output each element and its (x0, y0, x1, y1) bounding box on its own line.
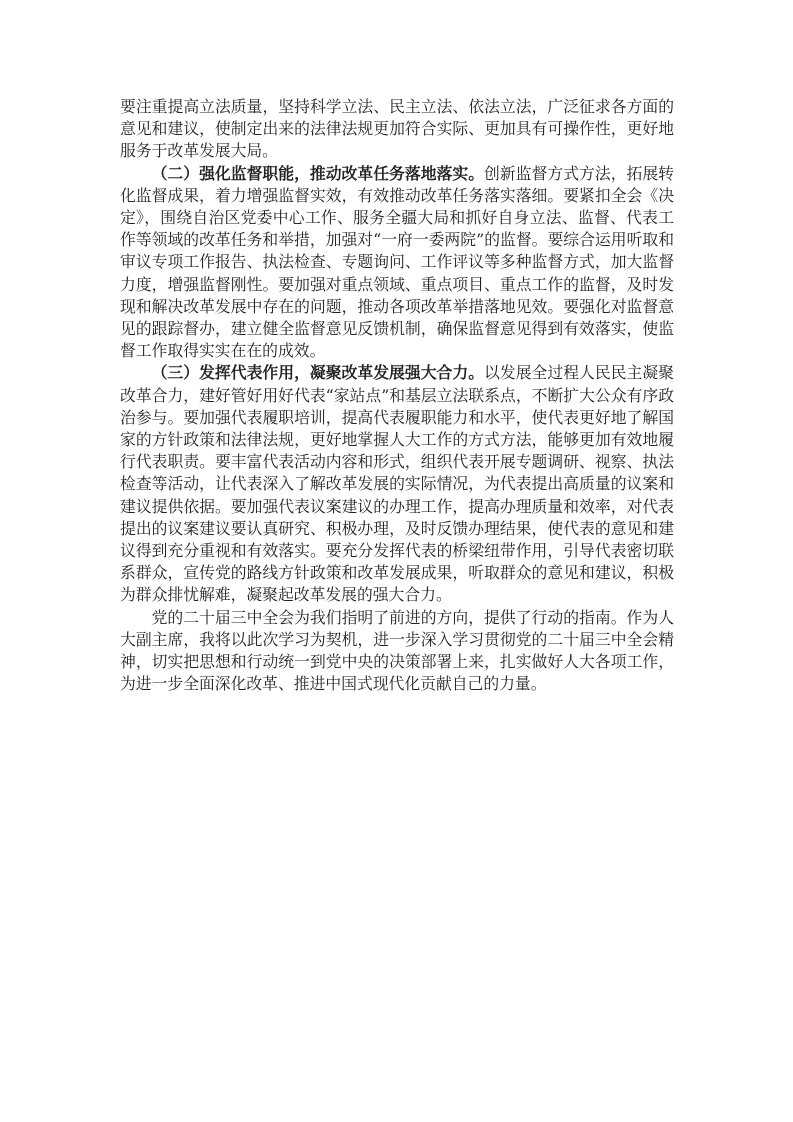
paragraph-text: 要注重提高立法质量，坚持科学立法、民主立法、依法立法，广泛征求各方面的意见和建议，使制定出来的法律法规更加符合实际、更加具有可操作性，更好地服务于改革发展大局。 (120, 97, 674, 161)
section-heading-deputies: （三）发挥代表作用，凝聚改革发展强大合力。 (151, 363, 485, 383)
paragraph-deputies (120, 362, 674, 606)
document-body (120, 96, 674, 695)
paragraph-conclusion (120, 607, 674, 696)
paragraph-legislation-quality (120, 96, 674, 163)
paragraph-supervision (120, 163, 674, 363)
section-heading-supervision: （二）强化监督职能，推动改革任务落地落实。 (151, 163, 485, 183)
paragraph-text: 党的二十届三中全会为我们指明了前进的方向，提供了行动的指南。作为人大副主席，我将以此次学习为契机，进一步深入学习贯彻党的二十届三中全会精神，切实把思想和行动统一到党中央的决策部署上来，扎实做好人大各项工作，为进一步全面深化改革、推进中国式现代化贡献自己的力量。 (120, 607, 674, 694)
paragraph-text: 以发展全过程人民民主凝聚改革合力，建好管好用好代表“家站点”和基层立法联系点，不断扩大公众有序政治参与。要加强代表履职培训，提高代表履职能力和水平，使代表更好地了解国家的方针政策和法律法规，更好地掌握人大工作的方式方法，能够更加有效地履行代表职责。要丰富代表活动内容和形式，组织代表开展专题调研、视察、执法检查等活动，让代表深入了解改革发展的实际情况，为代表提出高质量的议案和建议提供依据。要加强代表议案建议的办理工作，提高办理质量和效率，对代表提出的议案建议要认真研究、积极办理，及时反馈办理结果，使代表的意见和建议得到充分重视和有效落实。要充分发挥代表的桥梁纽带作用，引导代表密切联系群众，宣传党的路线方针政策和改革发展成果，听取群众的意见和建议，积极为群众排忧解难，凝聚起改革发展的强大合力。 (120, 363, 674, 605)
paragraph-text: 创新监督方式方法，拓展转化监督成果，着力增强监督实效，有效推动改革任务落实落细。要紧扣全会《决定》，围绕自治区党委中心工作、服务全疆大局和抓好自身立法、监督、代表工作等领域的改革任务和举措，加强对“一府一委两院”的监督。要综合运用听取和审议专项工作报告、执法检查、专题询问、工作评议等多种监督方式，加大监督力度，增强监督刚性。要加强对重点领域、重点项目、重点工作的监督，及时发现和解决改革发展中存在的问题，推动各项改革举措落地见效。要强化对监督意见的跟踪督办，建立健全监督意见反馈机制，确保监督意见得到有效落实，使监督工作取得实实在在的成效。 (120, 163, 674, 361)
